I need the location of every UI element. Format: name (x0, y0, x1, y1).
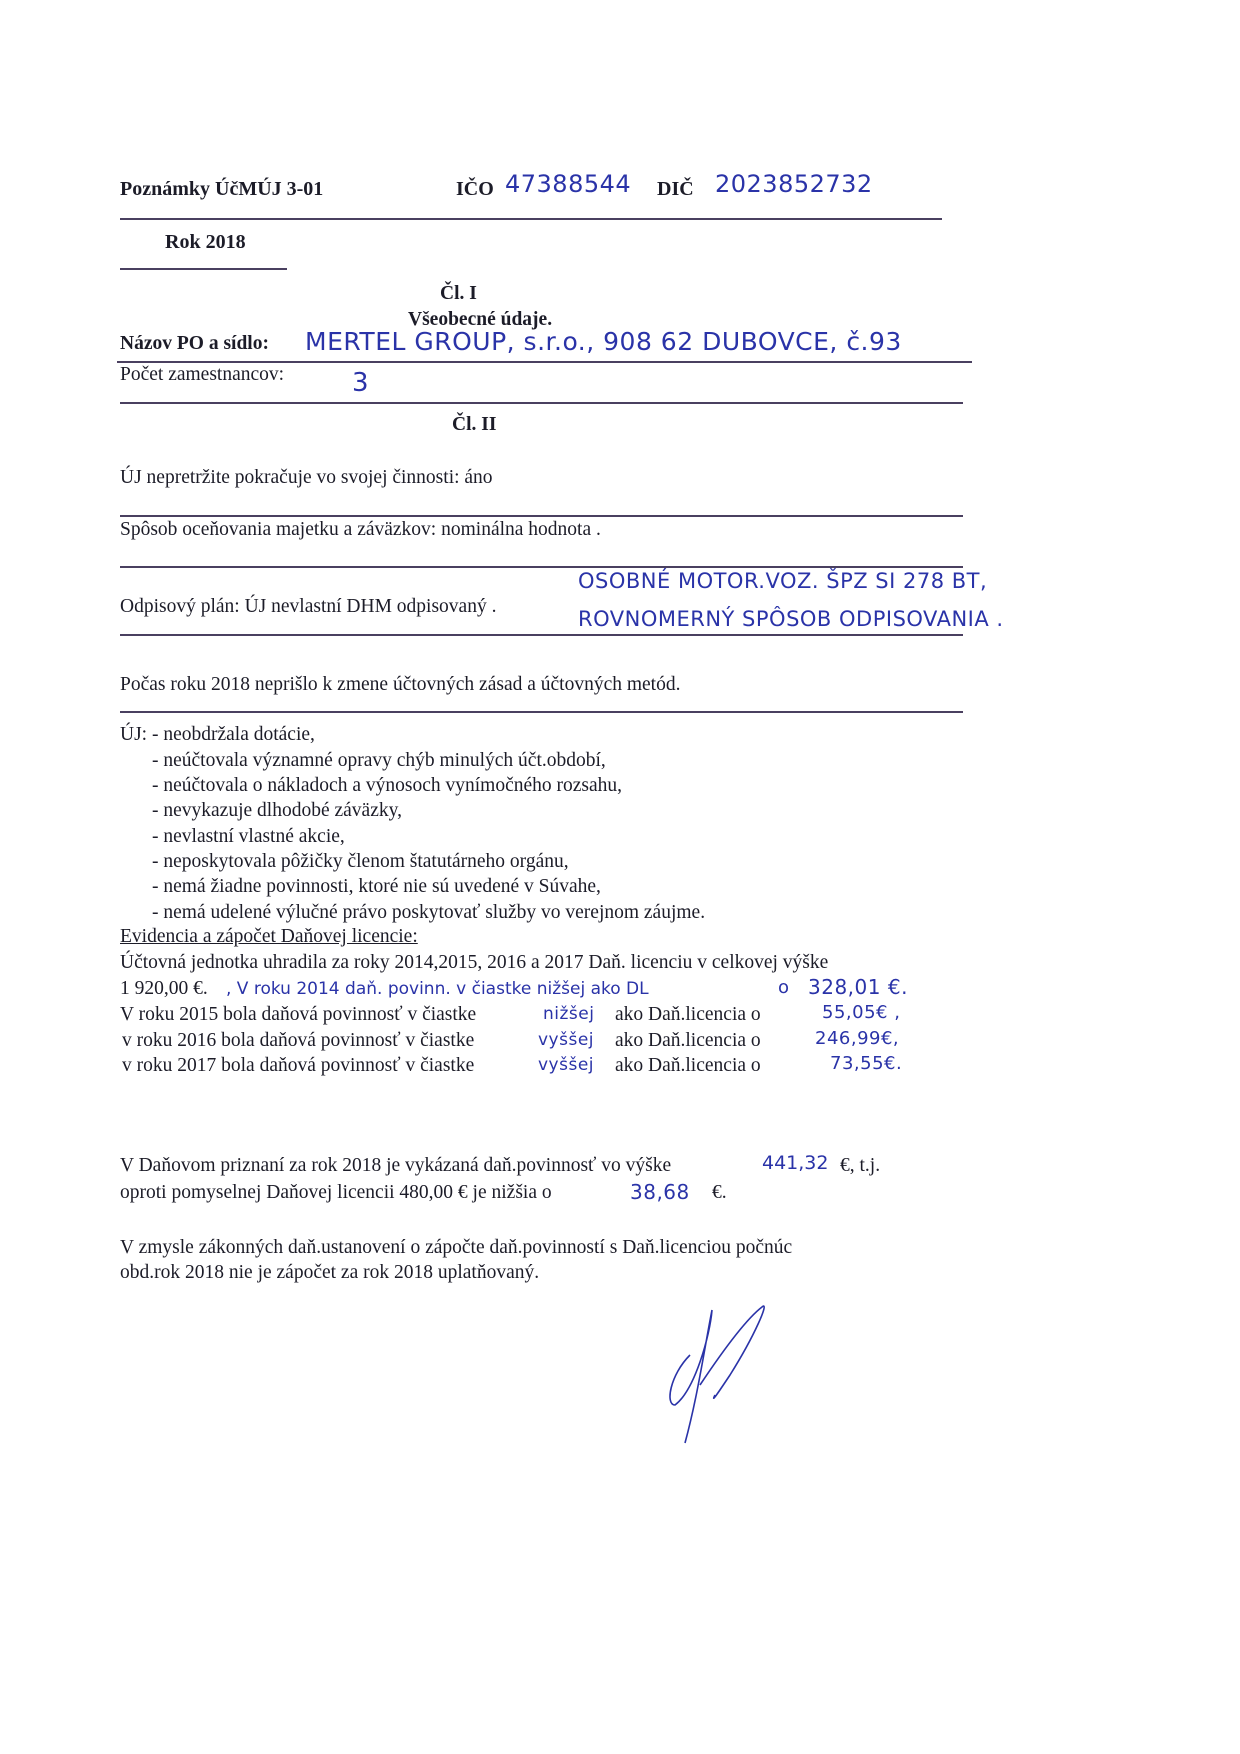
compare-text: oproti pomyselnej Daňovej licencii 480,00 € je nižšia o (120, 1182, 552, 1203)
license-line1: Účtovná jednotka uhradila za roky 2014,2015, 2016 a 2017 Daň. licenciu v celkovej výške (120, 952, 829, 973)
tax2018-suffix: €, t.j. (840, 1155, 881, 1176)
document-title: Poznámky ÚčMÚJ 3-01 (120, 178, 324, 200)
tax2018-text: V Daňovom priznaní za rok 2018 je vykázaná daň.povinnosť vo výške (120, 1155, 672, 1176)
divider (120, 402, 963, 404)
license-2014-amount: 328,01 €. (808, 975, 908, 999)
closing-line1: V zmysle zákonných daň.ustanovení o zápočte daň.povinností s Daň.licenciou počnúc (120, 1237, 793, 1258)
uj-item: - nemá udelené výlučné právo poskytovať služby vo verejnom záujme. (152, 902, 706, 923)
uj-item: - nemá žiadne povinnosti, ktoré nie sú uvedené v Súvahe, (152, 876, 601, 897)
license-row-2016: v roku 2016 bola daňová povinnosť v čiastke (122, 1030, 475, 1051)
license-row-2017-mid: ako Daň.licencia o (615, 1055, 761, 1076)
name-value: MERTEL GROUP, s.r.o., 908 62 DUBOVCE, č.93 (305, 327, 902, 356)
ico-label: IČO (456, 178, 494, 200)
divider (120, 711, 963, 713)
license-row-2015-direction: nižšej (543, 1004, 595, 1024)
uj-item: - neposkytovala pôžičky členom štatutárneho orgánu, (152, 851, 569, 872)
employees-label: Počet zamestnancov: (120, 364, 285, 385)
license-heading: Evidencia a zápočet Daňovej licencie: (120, 926, 418, 947)
dic-label: DIČ (657, 178, 694, 200)
dic-value: 2023852732 (715, 170, 873, 198)
tax2018-amount: 441,32 (762, 1152, 829, 1174)
license-row-2017-direction: vyššej (538, 1055, 595, 1075)
depreciation-handwritten-1: OSOBNÉ MOTOR.VOZ. ŠPZ SI 278 BT, (578, 569, 988, 593)
license-row-2015: V roku 2015 bola daňová povinnosť v čiastke (120, 1004, 477, 1025)
closing-line2: obd.rok 2018 nie je zápočet za rok 2018 uplatňovaný. (120, 1262, 540, 1283)
license-row-2017: v roku 2017 bola daňová povinnosť v čiastke (122, 1055, 475, 1076)
license-line2-handwritten: , V roku 2014 daň. povinn. v čiastke nižšej ako DL (226, 979, 649, 999)
employees-value: 3 (352, 368, 370, 398)
name-label: Názov PO a sídlo: (120, 333, 269, 354)
depreciation-handwritten-2: ROVNOMERNÝ SPÔSOB ODPISOVANIA . (578, 607, 1004, 631)
uj-intro: ÚJ: - neobdržala dotácie, (120, 724, 315, 745)
continuity-text: ÚJ nepretržite pokračuje vo svojej činnosti: áno (120, 467, 493, 488)
license-row-2015-amount: 55,05€ , (822, 1002, 901, 1023)
section1-heading: Čl. I (440, 283, 477, 304)
license-row-2015-mid: ako Daň.licencia o (615, 1004, 761, 1025)
no-change-text: Počas roku 2018 neprišlo k zmene účtovných zásad a účtovných metód. (120, 674, 681, 695)
signature (650, 1295, 800, 1445)
divider (120, 566, 963, 568)
divider (120, 268, 287, 270)
compare-amount: 38,68 (630, 1180, 690, 1204)
uj-item: - nevlastní vlastné akcie, (152, 826, 345, 847)
ico-value: 47388544 (505, 170, 632, 198)
license-line2-printed: 1 920,00 €. (120, 978, 208, 999)
uj-item: - neúčtovala významné opravy chýb minulých účt.období, (152, 750, 606, 771)
depreciation-label: Odpisový plán: ÚJ nevlastní DHM odpisovaný . (120, 596, 497, 617)
license-line2-o: o (778, 977, 790, 998)
uj-item: - neúčtovala o nákladoch a výnosoch vynímočného rozsahu, (152, 775, 623, 796)
compare-suffix: €. (712, 1182, 727, 1203)
divider (117, 361, 972, 363)
uj-item: - nevykazuje dlhodobé záväzky, (152, 800, 402, 821)
divider (120, 634, 963, 636)
license-row-2017-amount: 73,55€. (830, 1053, 903, 1074)
license-row-2016-mid: ako Daň.licencia o (615, 1030, 761, 1051)
valuation-text: Spôsob oceňovania majetku a záväzkov: nominálna hodnota . (120, 519, 601, 540)
section2-heading: Čl. II (452, 414, 497, 435)
divider (120, 218, 942, 220)
license-row-2016-amount: 246,99€, (815, 1028, 900, 1049)
section1-subheading: Všeobecné údaje. (408, 309, 553, 330)
divider (120, 515, 963, 517)
year: Rok 2018 (165, 231, 246, 253)
license-row-2016-direction: vyššej (538, 1030, 595, 1050)
